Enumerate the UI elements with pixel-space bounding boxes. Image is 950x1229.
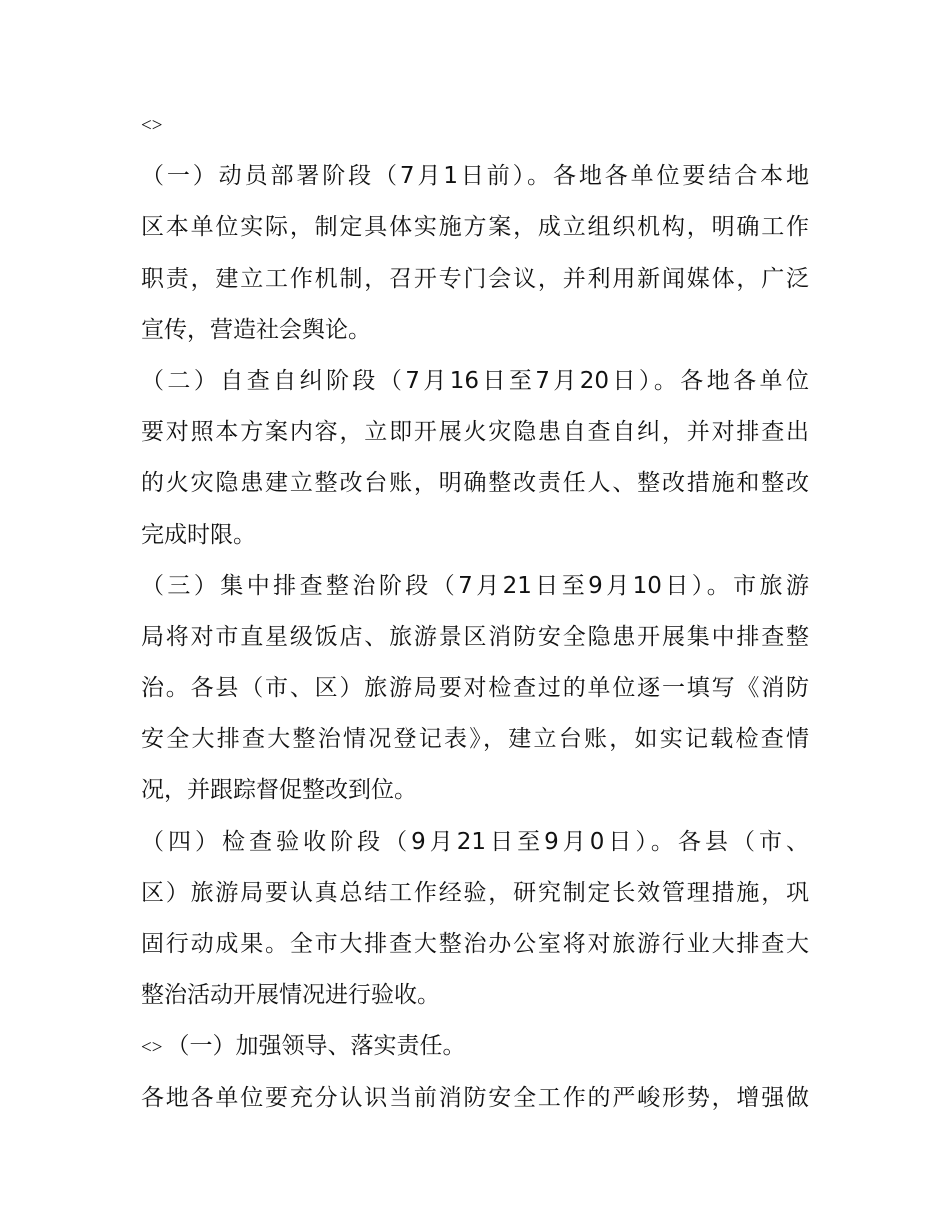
paragraph-line: 要对照本方案内容，立即开展火灾隐患自查自纠，并对排查出 (141, 419, 809, 446)
document-body (141, 100, 821, 1124)
paragraph-line: 职责，建立工作机制，召开专门会议，并利用新闻媒体，广泛 (141, 265, 809, 292)
paragraph-line: 固行动成果。全市大排查大整治办公室将对旅游行业大排查大 (141, 931, 809, 957)
paragraph-line: 整治活动开展情况进行验收。 (141, 982, 440, 1009)
paragraph-line: （四）检查验收阶段（9月21日至9月0日）。各县（市、 (141, 828, 809, 855)
paragraph-line: （三）集中排查整治阶段（7月21日至9月10日）。市旅游 (141, 572, 809, 599)
subsection-heading-text: （一）加强领导、落实责任。 (166, 1033, 466, 1060)
subsection-heading (141, 1021, 821, 1072)
paragraph-line: 完成时限。 (141, 521, 256, 548)
paragraph-line: 区本单位实际，制定具体实施方案，成立组织机构，明确工作 (141, 214, 809, 241)
paragraph-line: 各地各单位要充分认识当前消防安全工作的严峻形势，增强做 (141, 1084, 809, 1111)
section-marker-inline: <> (141, 1037, 163, 1059)
paragraph-line: 局将对市直星级饭店、旅游景区消防安全隐患开展集中排查整 (141, 623, 809, 650)
paragraph-line: 区）旅游局要认真总结工作经验，研究制定长效管理措施，巩 (141, 879, 809, 906)
paragraph-line: 治。各县（市、区）旅游局要对检查过的单位逐一填写《消防 (141, 675, 809, 702)
paragraph-line: 宣传，营造社会舆论。 (141, 316, 371, 343)
paragraph-line: （一）动员部署阶段（7月1日前）。各地各单位要结合本地 (141, 163, 809, 190)
paragraph-line: 况，并跟踪督促整改到位。 (141, 777, 417, 804)
paragraph-line: 安全大排查大整治情况登记表》，建立台账，如实记载检查情 (141, 726, 809, 753)
section-marker: <> (141, 115, 163, 136)
paragraph-line: （二）自查自纠阶段（7月16日至7月20日）。各地各单位 (141, 367, 809, 394)
paragraph-line: 的火灾隐患建立整改台账，明确整改责任人、整改措施和整改 (141, 470, 809, 497)
